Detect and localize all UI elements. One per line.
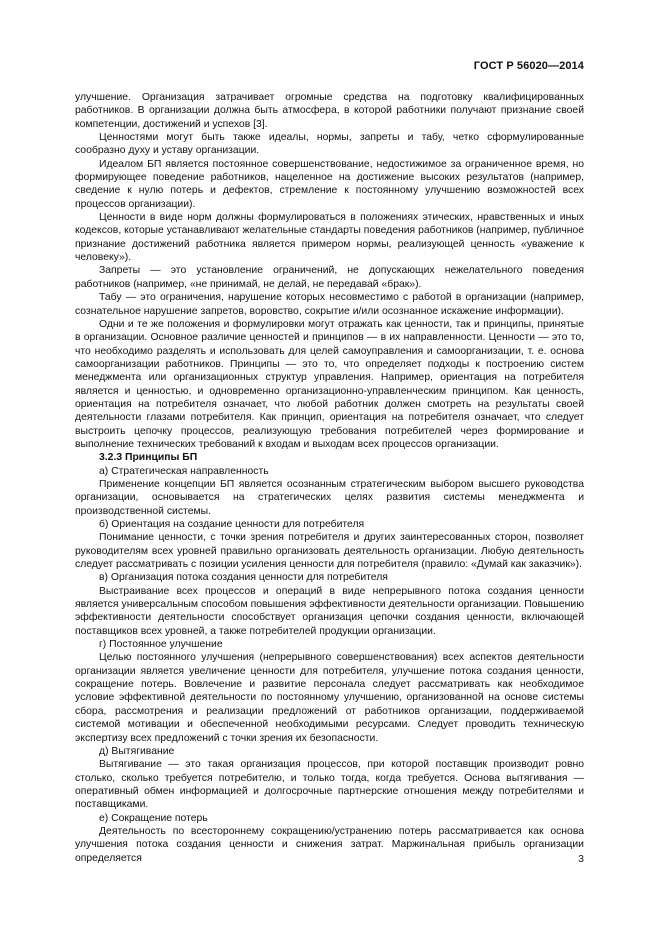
list-item-heading: д) Вытягивание <box>99 745 175 757</box>
standard-code-header: ГОСТ Р 56020—2014 <box>473 60 584 72</box>
paragraph: Идеалом БП является постоянное совершенствование, недостижимое за ограниченное время, но формирующее поведение работников, нацеленное на достижение высоких результатов (например, сведение к нулю потерь и дефектов, стремление к постоянному улучшению возможностей всех процессов организации). <box>75 158 584 210</box>
list-item-heading: г) Постоянное улучшение <box>99 639 223 651</box>
paragraph: Одни и те же положения и формулировки могут отражать как ценности, так и принципы, принятые в организации. Основное различие ценностей и принципов — в их направленности. Ценности — это то, что необходимо разделять и использовать для целей самоуправления и самоорганизации, т. е. основа самоорганизации работников. Принципы — это то, что определяет подходы к построению систем менеджмента или организационных структур управления. Например, ориентация на потребителя является и ценностью, и одновременно организационно-управленческим принципом. Как ценность, ориентация на потребителя означает, что любой работник должен смотреть на результаты своей деятельности глазами потребителя. Как принцип, ориентация на потребителя означает, что следует выстроить цепочку процессов, реализующую требования потребителей через формирование и выполнение технических требований к входам и выходам всех процессов организации. <box>75 318 584 450</box>
section-heading: 3.2.3 Принципы БП <box>99 452 198 464</box>
page-number: 3 <box>578 853 584 865</box>
paragraph: Применение концепции БП является осознанным стратегическим выбором высшего руководства организации, основывается на стратегических целях развития системы менеджмента и производственной системы. <box>75 478 584 517</box>
paragraph: Понимание ценности, с точки зрения потребителя и других заинтересованных сторон, позволяет руководителям всех уровней правильно организовать деятельность организации. Любую деятельность следует рассматривать с позиции усиления ценности для потребителя (правило: «Думай как заказчик»). <box>75 532 584 571</box>
paragraph: Деятельность по всестороннему сокращению/устранению потерь рассматривается как основа улучшения потока создания ценности и снижения затрат. Маржинальная прибыль организации определяется <box>75 825 584 864</box>
paragraph: Запреты — это установление ограничений, не допускающих нежелательного поведения работников (например, «не принимай, не делай, не передавай «брак»). <box>75 265 584 290</box>
paragraph: Вытягивание — это такая организация процессов, при которой поставщик производит ровно столько, сколько требуется потребителю, и только тогда, когда требуется. Основа вытягивания — оперативный обмен информацией и долгосрочные партнерские отношения между потребителями и поставщиками. <box>75 759 584 811</box>
paragraph: Табу — это ограничения, нарушение которых несовместимо с работой в организации (например, сознательное нарушение запретов, воровство, сокрытие и/или осознанное искажение информации). <box>75 292 584 317</box>
paragraph: улучшение. Организация затрачивает огромные средства на подготовку квалифицированных работников. В организации должна быть атмосфера, в которой работники получают признание своей компетенции, достижений и успехов [3]. <box>75 92 584 130</box>
list-item-heading: е) Сокращение потерь <box>99 812 208 824</box>
document-body <box>75 91 584 865</box>
paragraph: Ценностями могут быть также идеалы, нормы, запреты и табу, четко сформулированные сообразно духу и уставу организации. <box>75 132 584 157</box>
paragraph: Ценности в виде норм должны формулироваться в положениях этических, нравственных и иных кодексов, которые устанавливают желательные стандарты поведения работников (например, публичное признание достижений работника является примером нормы, реализующей ценность «уважение к человеку»). <box>75 212 584 264</box>
paragraph: Целью постоянного улучшения (непрерывного совершенствования) всех аспектов деятельности организации является увеличение ценности для потребителя, улучшение потока создания ценности, сокращение потерь. Вовлечение и развитие персонала следует рассматривать как необходимое условие эффективной деятельности по постоянному улучшению, организованной на основе системы сбора, рассмотрения и реализации предложений от работников организации, поддерживаемой системой мотивации и обеспеченной необходимыми ресурсами. Следует проводить техническую экспертизу всех предложений с точки зрения их безопасности. <box>75 652 584 744</box>
paragraph: Выстраивание всех процессов и операций в виде непрерывного потока создания ценности является универсальным способом повышения эффективности деятельности организации. Повышению эффективности деятельности способствует организация цепочки создания ценности, включающей поставщиков всех уровней, а также потребителей продукции организации. <box>75 585 584 637</box>
list-item-heading: б) Ориентация на создание ценности для потребителя <box>99 519 365 530</box>
list-item-heading: в) Организация потока создания ценности для потребителя <box>99 572 388 584</box>
list-item-heading: а) Стратегическая направленность <box>99 465 269 477</box>
